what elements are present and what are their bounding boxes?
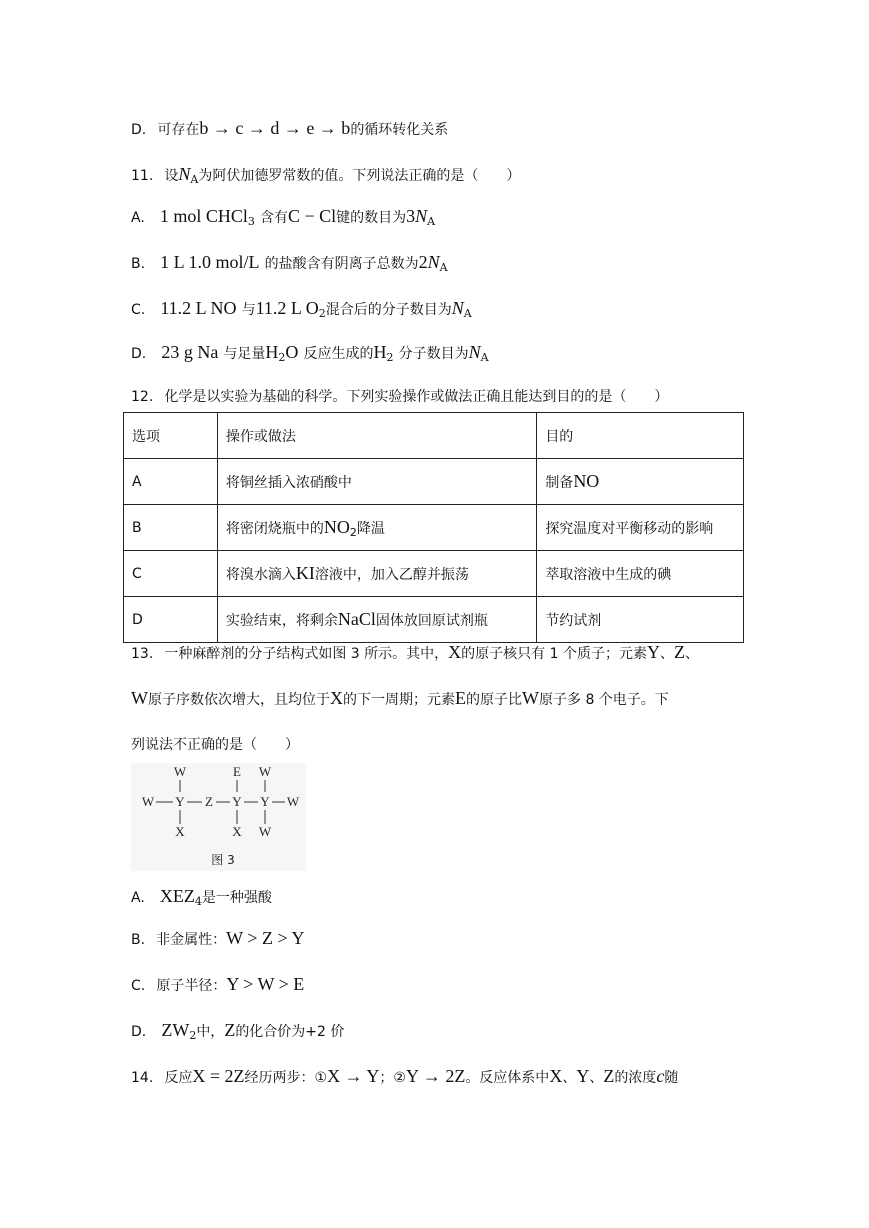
cell-option: D	[124, 597, 218, 643]
option-text: 与	[241, 302, 256, 318]
header-option: 选项	[124, 413, 218, 459]
formula-sub: 2	[349, 525, 357, 539]
header-operation: 操作或做法	[217, 413, 536, 459]
stem-text: 原子多 8 个电子。下	[539, 692, 669, 708]
stem-text: 、	[684, 646, 699, 662]
formula: Y → 2Z	[405, 1066, 466, 1086]
formula: X = 2Z	[192, 1066, 245, 1086]
structure-diagram	[131, 763, 306, 871]
formula-sub: 2	[318, 307, 326, 320]
op-text: 固体放回原试剂瓶	[375, 613, 488, 629]
formula-sub: A	[439, 261, 448, 274]
option-text: 非金属性：	[156, 932, 227, 948]
atom-w: W	[173, 764, 187, 779]
formula: KI	[295, 563, 315, 583]
formula: 3	[406, 206, 416, 226]
stem-text: 随	[664, 1070, 679, 1086]
stem-text: 、	[589, 1070, 604, 1086]
option-text: 是一种强酸	[201, 890, 272, 906]
atom-y: Y	[260, 794, 270, 809]
formula-sub: 2	[278, 351, 286, 364]
formula: c	[656, 1066, 665, 1086]
question-number: 14.	[131, 1070, 154, 1086]
formula: W > Z > Y	[226, 928, 305, 948]
stem-text: 反应	[164, 1070, 193, 1086]
option-label: D.	[131, 122, 147, 138]
formula: X	[330, 688, 343, 708]
stem-text: 。反应体系中	[465, 1070, 550, 1086]
option-label: B.	[131, 932, 146, 948]
formula: NO	[323, 516, 350, 537]
q12-stem	[131, 386, 668, 406]
formula: N	[415, 206, 428, 226]
cell-goal: 探究温度对平衡移动的影响	[537, 505, 744, 551]
option-text: 中，	[196, 1024, 225, 1040]
formula: W	[522, 688, 539, 708]
formula: X	[448, 642, 462, 662]
q11-option-a	[131, 206, 435, 228]
q14-stem	[131, 1066, 678, 1087]
atom-y: Y	[175, 794, 185, 809]
atom-y: Y	[232, 794, 242, 809]
option-text: 的循环转化关系	[350, 122, 449, 138]
formula: XEZ	[159, 886, 195, 906]
formula: Y	[576, 1066, 590, 1086]
cell-operation	[217, 551, 536, 597]
table-row	[124, 551, 744, 597]
formula: 1 mol CHCl	[159, 206, 248, 226]
stem-text: 设	[164, 168, 179, 184]
formula: O	[285, 342, 299, 362]
formula: X → Y	[327, 1066, 380, 1086]
op-text: 将溴水滴入	[225, 567, 296, 583]
formula: N	[468, 342, 481, 362]
header-goal: 目的	[537, 413, 744, 459]
cell-operation	[217, 505, 536, 551]
formula: X	[549, 1066, 563, 1086]
option-label: A.	[131, 210, 145, 226]
option-text: 键的数目为	[336, 210, 407, 226]
stem-text: ；②	[379, 1070, 406, 1086]
atom-w: W	[141, 794, 155, 809]
formula: 11.2 L NO	[160, 298, 237, 318]
formula: H	[265, 342, 279, 362]
formula-sub: A	[463, 307, 472, 320]
formula-sub: 2	[386, 351, 394, 364]
formula: 23 g Na	[161, 342, 219, 362]
stem-text: 经历两步：①	[244, 1070, 328, 1086]
atom-e: E	[233, 764, 241, 779]
stem-text: 列说法不正确的是（ ）	[131, 737, 299, 753]
formula: W	[131, 688, 148, 708]
formula: Z	[673, 642, 685, 662]
table-header-row	[124, 413, 744, 459]
formula-sub: 4	[194, 895, 202, 908]
stem-text: 的原子核只有 1 个质子；元素	[461, 646, 647, 662]
formula-sub: 2	[189, 1029, 197, 1042]
atom-w: W	[258, 824, 272, 839]
formula: Y > W > E	[226, 974, 305, 994]
molecule-structure-figure	[131, 763, 306, 871]
formula: H	[373, 342, 387, 362]
question-number: 13.	[131, 646, 154, 662]
q11-option-c	[131, 298, 472, 320]
formula: N	[178, 164, 191, 184]
stem-text: 的浓度	[614, 1070, 657, 1086]
cell-option: B	[124, 505, 218, 551]
formula: N	[427, 252, 440, 272]
formula: ZW	[161, 1020, 190, 1040]
option-text: 的盐酸含有阴离子总数为	[264, 256, 419, 272]
question-number: 12.	[131, 389, 154, 405]
experiment-table	[123, 412, 744, 643]
formula-sub: A	[190, 173, 199, 186]
q13-option-d	[131, 1020, 344, 1042]
option-text: 混合后的分子数目为	[325, 302, 452, 318]
atom-x: X	[232, 824, 242, 839]
op-text: 实验结束，将剩余	[225, 613, 338, 629]
formula: C − Cl	[287, 206, 337, 226]
formula: b → c → d → e → b	[199, 118, 351, 138]
q13-option-a	[131, 886, 272, 908]
q11-option-b	[131, 252, 448, 274]
q13-stem-line2	[131, 688, 669, 709]
option-text: 与足量	[223, 346, 266, 362]
option-text: 反应生成的	[303, 346, 374, 362]
q13-option-b	[131, 928, 304, 949]
option-label: C.	[131, 302, 146, 318]
cell-goal: 节约试剂	[537, 597, 744, 643]
op-text: 将密闭烧瓶中的	[225, 520, 324, 537]
formula: 1 L 1.0 mol/L	[160, 252, 260, 272]
atom-w: W	[258, 764, 272, 779]
formula: N	[451, 298, 464, 318]
cell-operation	[217, 597, 536, 643]
option-label: C.	[131, 978, 146, 994]
option-text: 可存在	[157, 122, 200, 138]
atom-w: W	[286, 794, 300, 809]
stem-text: 化学是以实验为基础的科学。下列实验操作或做法正确且能达到目的的是（ ）	[164, 389, 669, 405]
stem-text: 、	[659, 646, 674, 662]
question-number: 11.	[131, 168, 154, 184]
table-row	[124, 597, 744, 643]
formula: Z	[224, 1020, 236, 1040]
option-label: A.	[131, 890, 145, 906]
formula: Z	[603, 1066, 615, 1086]
formula: NaCl	[337, 609, 376, 629]
atom-x: X	[175, 824, 185, 839]
atom-z: Z	[205, 794, 213, 809]
formula-sub: 3	[247, 215, 255, 228]
goal-text: 制备	[545, 475, 574, 491]
stem-text: 一种麻醉剂的分子结构式如图 3 所示。其中，	[164, 646, 449, 662]
cell-option: C	[124, 551, 218, 597]
formula: 2	[418, 252, 428, 272]
stem-text: 为阿伏加德罗常数的值。下列说法正确的是（ ）	[198, 168, 521, 184]
option-text: 原子半径：	[156, 978, 227, 994]
cell-goal	[537, 459, 744, 505]
formula-sub: A	[480, 351, 489, 364]
q13-stem-line1	[131, 642, 699, 663]
q10-option-d	[131, 118, 448, 139]
stem-text: 、	[562, 1070, 577, 1086]
table-row	[124, 505, 744, 551]
q11-stem	[131, 164, 520, 186]
table-row	[124, 459, 744, 505]
cell-goal: 萃取溶液中生成的碘	[537, 551, 744, 597]
option-text: 的化合价为+2 价	[235, 1024, 345, 1040]
q13-option-c	[131, 974, 304, 995]
op-text: 降温	[356, 520, 385, 537]
stem-text: 的下一周期；元素	[343, 692, 455, 708]
stem-text: 原子序数依次增大，且均位于	[148, 692, 330, 708]
cell-operation: 将铜丝插入浓硝酸中	[217, 459, 536, 505]
formula: NO	[573, 471, 600, 491]
q13-stem-line3	[131, 734, 299, 754]
q11-option-d	[131, 342, 489, 364]
option-text: 分子数目为	[398, 346, 469, 362]
formula: E	[455, 688, 466, 708]
option-label: D.	[131, 1024, 147, 1040]
option-text: 含有	[259, 210, 288, 226]
formula: 11.2 L O	[255, 298, 319, 318]
stem-text: 的原子比	[466, 692, 522, 708]
cell-option: A	[124, 459, 218, 505]
option-label: B.	[131, 256, 146, 272]
op-text: 溶液中，加入乙醇并振荡	[314, 567, 469, 583]
formula: Y	[646, 642, 660, 662]
figure-caption: 图 3	[211, 853, 235, 867]
option-label: D.	[131, 346, 147, 362]
formula-sub: A	[427, 215, 436, 228]
